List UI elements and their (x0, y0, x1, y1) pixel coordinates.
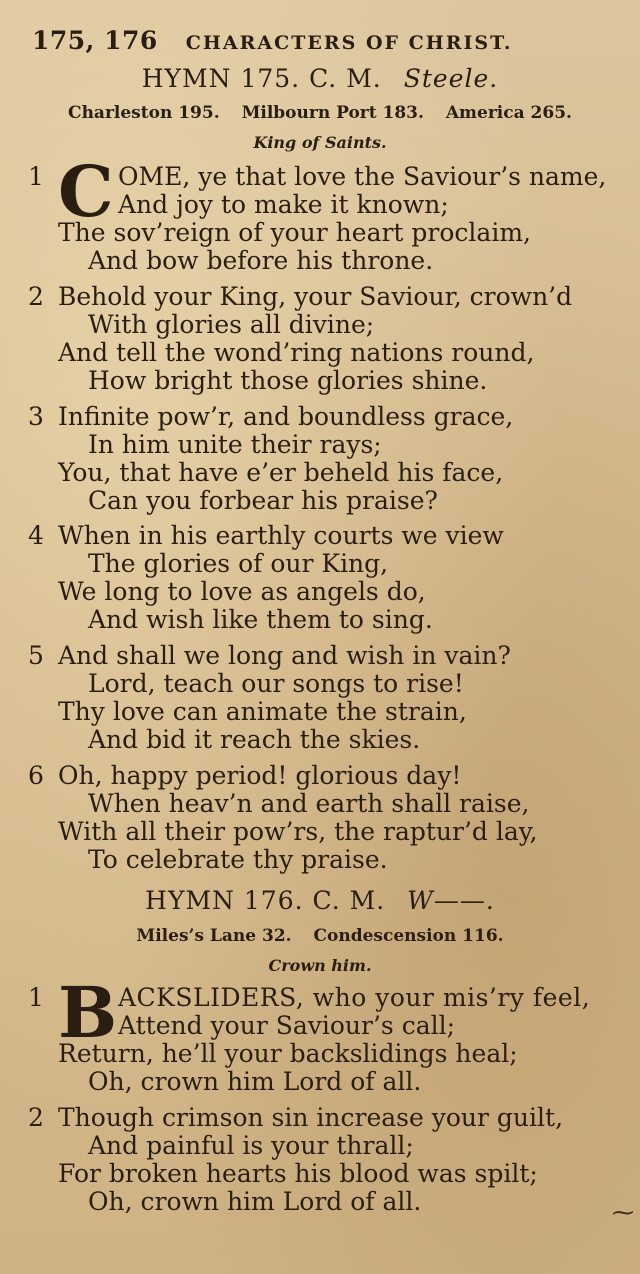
verse-line: Behold your King, your Saviour, crown’d (58, 282, 573, 311)
verse-line: Attend your Saviour’s call; (118, 1011, 456, 1040)
verse-line: Thy love can animate the strain, (58, 697, 467, 726)
hymn-175-title (0, 64, 640, 93)
verse-line: Oh, crown him Lord of all. (88, 1067, 422, 1096)
stanza (0, 762, 640, 874)
verse-line: Infinite pow’r, and boundless grace, (58, 402, 514, 431)
hymn-176-title (0, 886, 640, 915)
verse-line: And shall we long and wish in vain? (58, 641, 511, 670)
verse-line: Though crimson sin increase your guilt, (58, 1103, 564, 1132)
verse-line: You, that have e’er beheld his face, (58, 458, 504, 487)
verse-line: Oh, happy period! glorious day! (58, 761, 462, 790)
verse-line: With all their pow’rs, the raptur’d lay, (58, 817, 538, 846)
stanza (0, 150, 640, 275)
hymn-176-tunes (0, 926, 640, 946)
verse-line: For broken hearts his blood was spilt; (58, 1159, 538, 1188)
page-mark-icon: ⁓ (612, 1201, 634, 1226)
hymn-175-number: HYMN 175. C. M. (141, 64, 382, 93)
section-title: CHARACTERS OF CHRIST. (185, 32, 513, 54)
tune: Miles’s Lane 32. (136, 926, 292, 946)
verse-line: And painful is your thrall; (88, 1131, 414, 1160)
verse-line: ACKSLIDERS, who your mis’ry feel, (118, 983, 591, 1012)
stanza (0, 522, 640, 634)
stanza (0, 1104, 640, 1216)
tune: Milbourn Port 183. (241, 103, 424, 123)
running-head (32, 26, 612, 62)
verse-line: Oh, crown him Lord of all. (88, 1187, 422, 1216)
stanza-number: 1 (28, 983, 44, 1012)
tune: Condescension 116. (313, 926, 504, 946)
verse-line: With glories all divine; (88, 310, 375, 339)
page-numbers: 175, 176 (32, 26, 158, 55)
stanza (0, 403, 640, 515)
verse-line: And joy to make it known; (118, 190, 449, 219)
stanza-number: 6 (28, 761, 44, 790)
verse-line: How bright those glories shine. (88, 366, 488, 395)
verse-line: Lord, teach our songs to rise! (88, 669, 464, 698)
tune: Charleston 195. (68, 103, 220, 123)
verse-line: The sov’reign of your heart proclaim, (58, 218, 531, 247)
hymn-175-author: Steele. (403, 64, 499, 93)
hymn-176-number: HYMN 176. C. M. (145, 886, 386, 915)
verse-line: When in his earthly courts we view (58, 521, 504, 550)
verse-line: And bid it reach the skies. (88, 725, 421, 754)
verse-line: The glories of our King, (88, 549, 389, 578)
verse-line: And tell the wond’ring nations round, (58, 338, 535, 367)
stanza-number: 3 (28, 402, 44, 431)
verse-line: When heav’n and earth shall raise, (88, 789, 530, 818)
stanza (0, 971, 640, 1096)
verse-line: We long to love as angels do, (58, 577, 426, 606)
stanza-number: 2 (28, 1103, 44, 1132)
verse-line: Return, he’ll your backslidings heal; (58, 1039, 518, 1068)
tune: America 265. (445, 103, 572, 123)
verse-line: And bow before his throne. (88, 246, 434, 275)
stanza-number: 4 (28, 521, 44, 550)
verse-line: Can you forbear his praise? (88, 486, 438, 515)
hymn-175-tunes (0, 103, 640, 123)
hymn-176-subject: Crown him. (268, 956, 372, 975)
verse-line: In him unite their rays; (88, 430, 382, 459)
stanza (0, 642, 640, 754)
stanza-number: 5 (28, 641, 44, 670)
hymn-175-subject: King of Saints. (253, 133, 387, 152)
verse-line: To celebrate thy praise. (88, 845, 388, 874)
drop-cap: C (58, 150, 114, 233)
verse-line: And wish like them to sing. (88, 605, 433, 634)
hymn-176-author: W——. (407, 886, 495, 915)
stanza-number: 2 (28, 282, 44, 311)
verse-line: OME, ye that love the Saviour’s name, (118, 162, 607, 191)
stanza (0, 283, 640, 395)
stanza-number: 1 (28, 162, 44, 191)
drop-cap: B (58, 971, 118, 1054)
